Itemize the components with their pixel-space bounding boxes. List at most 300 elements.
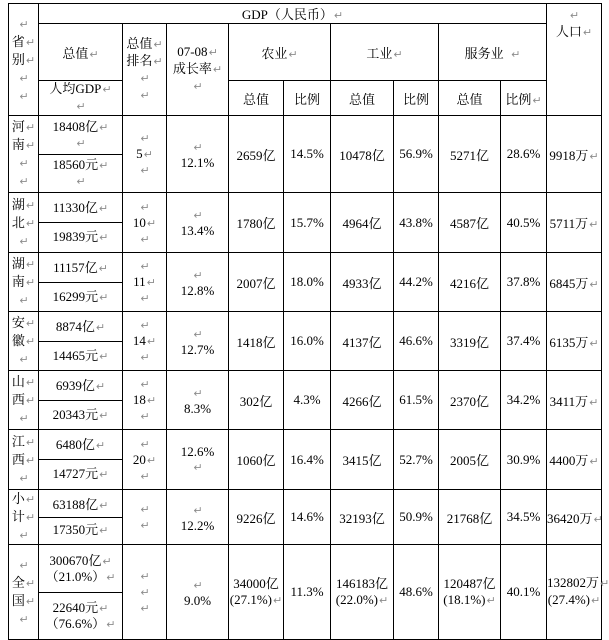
svc-total-cell: 2005亿 <box>439 430 501 490</box>
population-value: 6135万 <box>549 334 589 350</box>
paragraph-mark: ↵ <box>19 294 29 307</box>
ind-total-cell: 4137亿 <box>331 312 394 371</box>
svc-total-value: 120487亿 <box>443 575 496 591</box>
paragraph-mark: ↵ <box>140 437 150 451</box>
population-note: (27.4%) <box>547 592 591 607</box>
paragraph-mark: ↵ <box>589 277 599 291</box>
svc-ratio-cell: 37.8% <box>501 253 547 312</box>
paragraph-mark: ↵ <box>25 453 36 467</box>
paragraph-mark: ↵ <box>140 232 150 246</box>
per-capita-header-label: 人均GDP <box>49 81 102 96</box>
ind-subtotal-header-cell: 总值 <box>331 81 394 116</box>
paragraph-mark: ↵ <box>193 268 203 282</box>
rank-value: 5 <box>136 146 143 161</box>
paragraph-mark: ↵ <box>511 47 521 61</box>
per-capita-value: 14465元 <box>52 347 99 363</box>
total-header-cell <box>39 24 123 81</box>
agri-total-cell: 2659亿 <box>229 116 284 193</box>
gdp-total-cell <box>39 312 123 371</box>
svc-total-cell: 3319亿 <box>439 312 501 371</box>
agri-subtotal-header-cell: 总值 <box>229 81 284 116</box>
paragraph-mark: ↵ <box>25 376 36 389</box>
ind-ratio-cell: 50.9% <box>394 490 439 545</box>
rank-header-label: 排名 <box>126 52 153 68</box>
paragraph-mark: ↵ <box>140 319 150 332</box>
paragraph-mark: ↵ <box>140 586 150 599</box>
paragraph-mark: ↵ <box>146 394 157 407</box>
growth-cell <box>167 312 229 371</box>
paragraph-mark: ↵ <box>140 570 150 583</box>
agriculture-header-cell <box>229 24 331 81</box>
growth-cell <box>167 430 229 490</box>
growth-cell <box>167 490 229 545</box>
paragraph-mark: ↵ <box>589 149 599 163</box>
province-cell <box>9 193 39 253</box>
paragraph-mark: ↵ <box>593 512 603 526</box>
table-row <box>9 116 602 193</box>
gdp-total-cell <box>39 253 123 312</box>
province-char: 西 <box>11 392 25 407</box>
rank-header-cell <box>123 24 167 116</box>
province-cell <box>9 490 39 545</box>
province-cell <box>9 545 39 640</box>
paragraph-mark: ↵ <box>591 594 601 607</box>
svc-ratio-cell: 28.6% <box>501 116 547 193</box>
header-row-3 <box>9 81 602 116</box>
gdp-total-cell <box>39 371 123 430</box>
paragraph-mark: ↵ <box>19 471 29 485</box>
paragraph-mark: ↵ <box>99 159 109 172</box>
paragraph-mark: ↵ <box>19 559 29 572</box>
province-cell <box>9 430 39 490</box>
ind-total-cell: 4964亿 <box>331 193 394 253</box>
paragraph-mark: ↵ <box>25 53 36 67</box>
population-cell <box>547 193 602 253</box>
ind-total-note: (22.0%) <box>335 591 379 607</box>
province-char: 徽 <box>11 333 25 348</box>
svc-ratio-cell: 34.2% <box>501 371 547 430</box>
paragraph-mark: ↵ <box>25 276 36 289</box>
gdp-title: GDP（人民币） <box>241 7 333 22</box>
agri-ratio-cell: 16.0% <box>284 312 331 371</box>
paragraph-mark: ↵ <box>589 218 599 231</box>
province-char: 南 <box>11 137 25 152</box>
paragraph-mark: ↵ <box>99 121 109 134</box>
svc-ratio-cell: 30.9% <box>501 430 547 490</box>
province-char: 湖 <box>11 196 25 212</box>
paragraph-mark: ↵ <box>99 601 109 615</box>
population-cell <box>547 371 602 430</box>
paragraph-mark: ↵ <box>582 26 593 39</box>
paragraph-mark: ↵ <box>99 498 109 512</box>
population-cell <box>547 116 602 193</box>
header-row-2 <box>9 24 602 81</box>
paragraph-mark: ↵ <box>25 595 36 608</box>
province-header-char: 省 <box>11 33 25 49</box>
agri-total-cell: 1780亿 <box>229 193 284 253</box>
paragraph-mark: ↵ <box>102 83 112 96</box>
industry-header-label: 工业 <box>366 45 393 61</box>
rank-cell <box>123 253 167 312</box>
paragraph-mark: ↵ <box>273 593 283 607</box>
per-capita-value: 22640元 <box>52 599 99 615</box>
paragraph-mark: ↵ <box>193 80 203 93</box>
paragraph-mark: ↵ <box>25 258 36 271</box>
rank-cell <box>123 371 167 430</box>
paragraph-mark: ↵ <box>19 17 29 31</box>
paragraph-mark: ↵ <box>589 395 599 409</box>
per-capita-header-cell <box>39 81 123 116</box>
paragraph-mark: ↵ <box>140 132 150 145</box>
growth-value: 12.2% <box>180 517 215 533</box>
paragraph-mark: ↵ <box>140 260 150 273</box>
province-char: 南 <box>11 274 25 289</box>
header-row-1 <box>9 4 602 24</box>
paragraph-mark: ↵ <box>193 503 203 517</box>
paragraph-mark: ↵ <box>143 148 153 161</box>
ind-ratio-header-cell: 比例 <box>394 81 439 116</box>
paragraph-mark: ↵ <box>25 394 36 407</box>
gdp-total-note: （21.0%） <box>45 568 106 584</box>
paragraph-mark: ↵ <box>99 231 109 245</box>
per-capita-note: （76.6%） <box>45 615 106 631</box>
paragraph-mark: ↵ <box>153 37 163 51</box>
growth-cell <box>167 253 229 312</box>
growth-cell <box>167 371 229 430</box>
province-char: 全 <box>11 575 25 590</box>
table-row <box>9 312 602 371</box>
paragraph-mark: ↵ <box>140 200 150 214</box>
paragraph-mark: ↵ <box>76 175 86 188</box>
svc-total-note: (18.1%) <box>443 591 486 607</box>
agri-total-cell: 9226亿 <box>229 490 284 545</box>
paragraph-mark: ↵ <box>393 47 403 61</box>
paragraph-mark: ↵ <box>25 216 36 230</box>
agri-total-value: 34000亿 <box>233 575 279 591</box>
ind-ratio-cell: 43.8% <box>394 193 439 253</box>
paragraph-mark: ↵ <box>25 511 36 524</box>
province-char: 河 <box>11 119 25 134</box>
ind-total-value: 146183亿 <box>335 575 388 591</box>
growth-cell <box>167 193 229 253</box>
gdp-total-value: 6480亿 <box>55 436 95 452</box>
paragraph-mark: ↵ <box>288 47 298 61</box>
agri-ratio-cell: 11.3% <box>284 545 331 640</box>
agri-total-cell: 1060亿 <box>229 430 284 490</box>
paragraph-mark: ↵ <box>569 9 580 22</box>
paragraph-mark: ↵ <box>19 89 29 103</box>
growth-value: 12.7% <box>180 341 215 357</box>
rank-value: 20 <box>132 451 146 467</box>
agri-total-note: (27.1%) <box>229 591 273 607</box>
ind-total-cell: 10478亿 <box>331 116 394 193</box>
paragraph-mark: ↵ <box>25 35 36 49</box>
paragraph-mark: ↵ <box>106 570 116 584</box>
paragraph-mark: ↵ <box>140 292 150 305</box>
paragraph-mark: ↵ <box>98 261 108 275</box>
paragraph-mark: ↵ <box>89 47 99 61</box>
paragraph-mark: ↵ <box>140 378 150 391</box>
paragraph-mark: ↵ <box>98 201 109 215</box>
paragraph-mark: ↵ <box>95 438 106 452</box>
paragraph-mark: ↵ <box>25 435 36 449</box>
paragraph-mark: ↵ <box>212 63 223 76</box>
agri-ratio-cell: 15.7% <box>284 193 331 253</box>
agri-ratio-cell: 4.3% <box>284 371 331 430</box>
paragraph-mark: ↵ <box>208 46 218 59</box>
paragraph-mark: ↵ <box>146 335 157 348</box>
growth-cell <box>167 545 229 640</box>
rank-value: 18 <box>132 392 146 407</box>
svc-subtotal-header-cell: 总值 <box>439 81 501 116</box>
population-cell <box>547 253 602 312</box>
province-char: 安 <box>11 315 25 330</box>
svc-ratio-cell: 40.5% <box>501 193 547 253</box>
gdp-total-value: 6939亿 <box>55 377 95 393</box>
ind-ratio-cell: 61.5% <box>394 371 439 430</box>
province-header-cell <box>9 4 39 116</box>
agri-total-cell: 302亿 <box>229 371 284 430</box>
ind-total-cell: 3415亿 <box>331 430 394 490</box>
paragraph-mark: ↵ <box>140 469 150 483</box>
paragraph-mark: ↵ <box>25 335 36 348</box>
services-header-label: 服务业 <box>464 45 504 61</box>
paragraph-mark: ↵ <box>193 209 203 222</box>
ind-ratio-cell: 44.2% <box>394 253 439 312</box>
ind-ratio-cell: 48.6% <box>394 545 439 640</box>
population-value: 9918万 <box>549 147 589 163</box>
province-char: 计 <box>11 509 25 524</box>
rank-value: 11 <box>133 274 146 289</box>
growth-value: 13.4% <box>180 223 215 238</box>
paragraph-mark: ↵ <box>99 290 109 304</box>
population-cell <box>547 490 602 545</box>
svc-ratio-header-cell <box>501 81 547 116</box>
population-value: 6845万 <box>549 275 589 291</box>
agri-total-cell <box>229 545 284 640</box>
rank-value: 14 <box>132 333 146 348</box>
paragraph-mark: ↵ <box>140 71 150 85</box>
paragraph-mark: ↵ <box>99 468 109 482</box>
gdp-total-value: 11157亿 <box>53 259 98 275</box>
agri-total-cell: 2007亿 <box>229 253 284 312</box>
paragraph-mark: ↵ <box>140 503 150 516</box>
growth-value: 12.6% <box>180 444 215 459</box>
svc-total-cell: 5271亿 <box>439 116 501 193</box>
paragraph-mark: ↵ <box>99 523 109 537</box>
paragraph-mark: ↵ <box>102 554 112 568</box>
svc-ratio-cell: 34.5% <box>501 490 547 545</box>
total-header-label: 总值 <box>62 45 89 61</box>
rank-cell <box>123 490 167 545</box>
table-row <box>9 193 602 253</box>
per-capita-value: 14727元 <box>52 466 99 482</box>
province-char: 小 <box>11 491 25 506</box>
rank-value: 10 <box>132 214 146 230</box>
province-cell <box>9 116 39 193</box>
svc-total-cell: 21768亿 <box>439 490 501 545</box>
rank-header-label: 总值 <box>126 35 153 51</box>
growth-header-cell <box>167 24 229 116</box>
per-capita-value: 19839元 <box>52 229 99 245</box>
ind-total-cell: 32193亿 <box>331 490 394 545</box>
province-header-char: 别 <box>11 51 25 67</box>
svc-ratio-cell: 40.1% <box>501 545 547 640</box>
per-capita-value: 17350元 <box>52 521 99 537</box>
province-char: 西 <box>11 451 25 467</box>
table-row <box>9 490 602 545</box>
paragraph-mark: ↵ <box>99 349 109 363</box>
paragraph-mark: ↵ <box>25 317 36 330</box>
gdp-total-value: 8874亿 <box>55 318 95 334</box>
table-row <box>9 545 602 640</box>
per-capita-value: 16299元 <box>52 288 99 304</box>
paragraph-mark: ↵ <box>486 593 496 607</box>
ind-total-cell: 4933亿 <box>331 253 394 312</box>
paragraph-mark: ↵ <box>19 157 29 170</box>
rank-cell <box>123 116 167 193</box>
province-cell <box>9 371 39 430</box>
ind-total-cell: 4266亿 <box>331 371 394 430</box>
paragraph-mark: ↵ <box>19 353 29 366</box>
growth-value: 9.0% <box>183 592 212 608</box>
population-cell <box>547 545 609 640</box>
paragraph-mark: ↵ <box>140 519 150 532</box>
paragraph-mark: ↵ <box>193 461 203 474</box>
paragraph-mark: ↵ <box>140 351 150 364</box>
paragraph-mark: ↵ <box>193 140 203 154</box>
agri-ratio-cell: 18.0% <box>284 253 331 312</box>
per-capita-value: 20343元 <box>52 406 99 422</box>
gdp-total-cell <box>39 116 123 193</box>
svc-total-cell <box>439 545 501 640</box>
paragraph-mark: ↵ <box>589 455 599 468</box>
paragraph-mark: ↵ <box>146 216 157 230</box>
paragraph-mark: ↵ <box>140 602 150 615</box>
per-capita-value: 18560元 <box>52 157 99 172</box>
paragraph-mark: ↵ <box>106 617 116 631</box>
province-char: 湖 <box>11 256 25 271</box>
paragraph-mark: ↵ <box>19 412 29 425</box>
province-cell <box>9 312 39 371</box>
paragraph-mark: ↵ <box>379 593 389 607</box>
rank-cell <box>123 193 167 253</box>
gdp-total-cell <box>39 430 123 490</box>
paragraph-mark: ↵ <box>25 121 36 134</box>
paragraph-mark: ↵ <box>193 578 203 592</box>
ind-ratio-cell: 56.9% <box>394 116 439 193</box>
agriculture-header-label: 农业 <box>261 45 288 61</box>
gdp-total-cell <box>39 490 123 545</box>
population-value: 3411万 <box>549 393 589 409</box>
gdp-total-value: 300670亿 <box>49 552 102 568</box>
agri-ratio-cell: 14.5% <box>284 116 331 193</box>
agri-ratio-header-cell: 比例 <box>284 81 331 116</box>
svc-total-cell: 4587亿 <box>439 193 501 253</box>
gdp-table <box>8 3 609 640</box>
rank-cell <box>123 430 167 490</box>
ind-total-cell <box>331 545 394 640</box>
paragraph-mark: ↵ <box>146 453 157 467</box>
paragraph-mark: ↵ <box>153 54 163 68</box>
agri-ratio-cell: 16.4% <box>284 430 331 490</box>
industry-header-cell <box>331 24 439 81</box>
paragraph-mark: ↵ <box>95 320 106 334</box>
agri-total-cell: 1418亿 <box>229 312 284 371</box>
province-cell <box>9 253 39 312</box>
rank-cell <box>123 545 167 640</box>
population-value: 36420万 <box>547 510 593 526</box>
services-header-cell <box>439 24 547 81</box>
paragraph-mark: ↵ <box>146 276 156 289</box>
gdp-total-cell <box>39 193 123 253</box>
population-value: 5711万 <box>549 216 589 231</box>
table-row <box>9 430 602 490</box>
growth-value: 12.8% <box>180 282 215 298</box>
paragraph-mark: ↵ <box>140 410 150 423</box>
province-char: 山 <box>11 374 25 389</box>
ind-ratio-cell: 52.7% <box>394 430 439 490</box>
population-cell <box>547 312 602 371</box>
growth-cell <box>167 116 229 193</box>
growth-header-label: 成长率 <box>172 61 212 76</box>
population-header-cell <box>547 4 602 116</box>
svc-total-cell: 2370亿 <box>439 371 501 430</box>
gdp-total-value: 11330亿 <box>52 199 98 215</box>
province-char: 国 <box>11 593 25 608</box>
paragraph-mark: ↵ <box>589 336 599 350</box>
svc-ratio-header-label: 比例 <box>505 91 532 107</box>
paragraph-mark: ↵ <box>193 327 203 341</box>
population-header-label: 人口 <box>555 24 582 39</box>
province-char: 江 <box>11 433 25 449</box>
paragraph-mark: ↵ <box>76 100 86 113</box>
svc-ratio-cell: 37.4% <box>501 312 547 371</box>
gdp-header-cell <box>39 4 547 24</box>
paragraph-mark: ↵ <box>140 88 150 102</box>
paragraph-mark: ↵ <box>25 493 36 506</box>
gdp-total-value: 18408亿 <box>52 119 99 134</box>
table-row <box>9 253 602 312</box>
table-row <box>9 371 602 430</box>
agri-ratio-cell: 14.6% <box>284 490 331 545</box>
rank-cell <box>123 312 167 371</box>
paragraph-mark: ↵ <box>19 234 29 248</box>
gdp-total-cell <box>39 545 123 640</box>
paragraph-mark: ↵ <box>25 577 36 590</box>
ind-ratio-cell: 46.6% <box>394 312 439 371</box>
paragraph-mark: ↵ <box>19 529 29 542</box>
population-cell <box>547 430 602 490</box>
paragraph-mark: ↵ <box>193 386 203 400</box>
paragraph-mark: ↵ <box>532 93 542 107</box>
growth-header-label: 07-08 <box>177 44 208 59</box>
paragraph-mark: ↵ <box>19 71 29 85</box>
paragraph-mark: ↵ <box>19 175 29 188</box>
paragraph-mark: ↵ <box>25 139 36 152</box>
province-char: 北 <box>11 214 25 230</box>
paragraph-mark: ↵ <box>19 613 29 626</box>
paragraph-mark: ↵ <box>25 198 36 212</box>
population-value: 132802万 <box>547 575 600 590</box>
growth-value: 8.3% <box>183 400 212 416</box>
paragraph-mark: ↵ <box>95 379 106 393</box>
svc-total-cell: 4216亿 <box>439 253 501 312</box>
paragraph-mark: ↵ <box>76 137 86 150</box>
paragraph-mark: ↵ <box>600 577 609 590</box>
population-value: 4400万 <box>549 453 589 468</box>
paragraph-mark: ↵ <box>333 9 344 22</box>
